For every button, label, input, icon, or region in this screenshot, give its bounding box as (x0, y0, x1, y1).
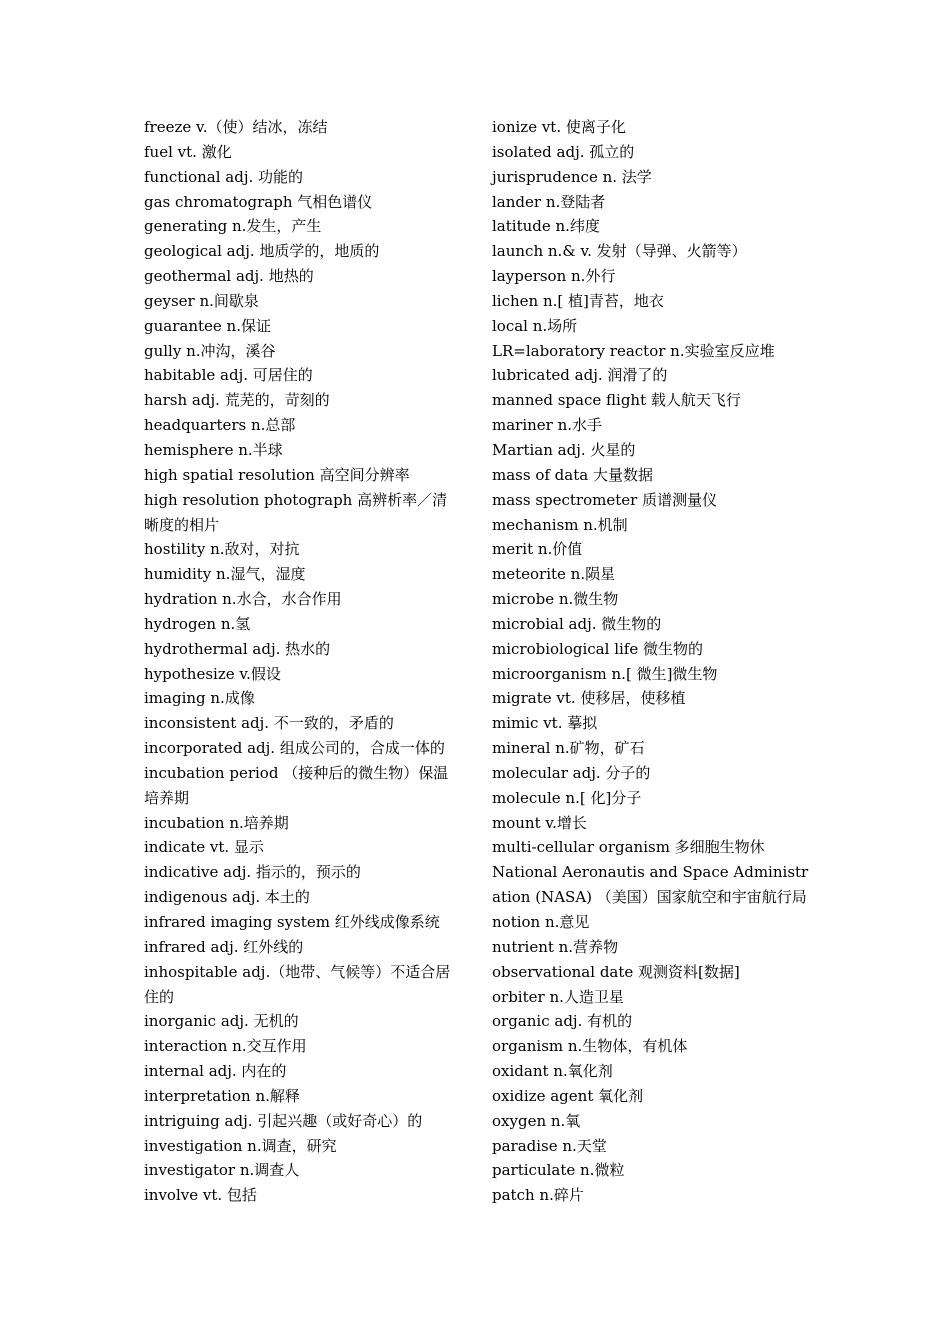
vocabulary-entry: mariner n.水手 (492, 416, 603, 435)
vocabulary-entry: hostility n.敌对，对抗 (144, 540, 300, 559)
vocabulary-entry: habitable adj. 可居住的 (144, 366, 313, 385)
vocabulary-entry: mass of data 大量数据 (492, 465, 653, 484)
vocabulary-entry: hydration n.水合，水合作用 (144, 590, 342, 609)
vocabulary-entry: molecular adj. 分子的 (492, 763, 651, 782)
vocabulary-entry: latitude n.纬度 (492, 217, 600, 236)
vocabulary-entry: lander n.登陆者 (492, 192, 606, 211)
vocabulary-entry: gully n.冲沟，溪谷 (144, 341, 276, 360)
vocabulary-entry: investigator n.调查人 (144, 1161, 300, 1180)
vocabulary-entry: mechanism n.机制 (492, 515, 628, 534)
vocabulary-entry: functional adj. 功能的 (144, 167, 304, 186)
vocabulary-entry: imaging n.成像 (144, 689, 255, 708)
vocabulary-entry: LR=laboratory reactor n.实验室反应堆 (492, 341, 775, 360)
vocabulary-entry: microbe n.微生物 (492, 590, 619, 609)
vocabulary-entry: indicative adj. 指示的，预示的 (144, 863, 361, 882)
vocabulary-entry: freeze v.（使）结冰，冻结 (144, 118, 328, 136)
vocabulary-entry: infrared imaging system 红外线成像系统 (144, 913, 440, 931)
vocabulary-entry: hypothesize v.假设 (144, 664, 281, 683)
vocabulary-entry: isolated adj. 孤立的 (492, 142, 635, 161)
vocabulary-entry: geological adj. 地质学的，地质的 (144, 242, 380, 261)
vocabulary-entry: mass spectrometer 质谱测量仪 (492, 490, 718, 509)
vocabulary-entry: multi-cellular organism 多细胞生物休 (492, 838, 765, 857)
vocabulary-entry: investigation n.调查，研究 (144, 1136, 337, 1155)
vocabulary-entry: meteorite n.陨星 (492, 565, 616, 584)
vocabulary-entry: ionize vt. 使离子化 (492, 118, 626, 136)
vocabulary-entry: humidity n.湿气，湿度 (144, 565, 306, 584)
vocabulary-entry: particulate n.微粒 (492, 1161, 625, 1180)
vocabulary-entry: geyser n.间歇泉 (144, 291, 259, 310)
vocabulary-entry: involve vt. 包括 (144, 1186, 257, 1205)
vocabulary-entry: interaction n.交互作用 (144, 1037, 307, 1056)
vocabulary-entry: microorganism n.[ 微生]微生物 (492, 664, 718, 683)
vocabulary-entry: indicate vt. 显示 (144, 838, 264, 857)
vocabulary-entry: jurisprudence n. 法学 (492, 167, 652, 186)
vocabulary-entry: mineral n.矿物，矿石 (492, 739, 645, 758)
vocabulary-entry: inconsistent adj. 不一致的，矛盾的 (144, 714, 394, 733)
vocabulary-entry: fuel vt. 激化 (144, 142, 232, 161)
vocabulary-entry: infrared adj. 红外线的 (144, 937, 304, 956)
vocabulary-entry: orbiter n.人造卫星 (492, 987, 624, 1006)
vocabulary-entry: microbiological life 微生物的 (492, 639, 703, 658)
vocabulary-entry: harsh adj. 荒芜的，苛刻的 (144, 391, 330, 410)
vocabulary-entry: local n.场所 (492, 316, 578, 335)
vocabulary-entry: internal adj. 内在的 (144, 1062, 287, 1081)
vocabulary-entry: inorganic adj. 无机的 (144, 1012, 299, 1031)
vocabulary-entry: incorporated adj. 组成公司的，合成一体的 (144, 739, 445, 758)
vocabulary-entry: hydrogen n.氢 (144, 614, 251, 633)
vocabulary-entry: Martian adj. 火星的 (492, 440, 636, 459)
vocabulary-entry: indigenous adj. 本土的 (144, 888, 310, 907)
vocabulary-entry: geothermal adj. 地热的 (144, 267, 314, 286)
vocabulary-entry: layperson n.外行 (492, 267, 616, 286)
vocabulary-entry: launch n.& v. 发射（导弹、火箭等） (492, 242, 747, 261)
vocabulary-entry: incubation period （接种后的微生物）保温培养期 (144, 763, 449, 807)
vocabulary-entry: lichen n.[ 植]青苔，地衣 (492, 291, 664, 310)
vocabulary-entry: oxidant n.氧化剂 (492, 1062, 613, 1081)
vocabulary-entry: notion n.意见 (492, 913, 590, 931)
vocabulary-entry: manned space flight 载人航天飞行 (492, 391, 741, 410)
vocabulary-entry: oxygen n.氧 (492, 1111, 581, 1130)
vocabulary-entry: National Aeronautis and Space Administration (NASA) （美国）国家航空和宇宙航行局 (492, 863, 809, 907)
vocabulary-entry: paradise n.天堂 (492, 1136, 607, 1155)
vocabulary-entry: intriguing adj. 引起兴趣（或好奇心）的 (144, 1111, 423, 1130)
vocabulary-entry: incubation n.培养期 (144, 813, 289, 832)
vocabulary-entry: organism n.生物体，有机体 (492, 1037, 688, 1056)
vocabulary-entry: organic adj. 有机的 (492, 1012, 633, 1031)
vocabulary-column-left (144, 115, 462, 1208)
vocabulary-entry: inhospitable adj.（地带、气候等）不适合居住的 (144, 962, 451, 1006)
vocabulary-entry: migrate vt. 使移居，使移植 (492, 689, 686, 708)
vocabulary-column-right (492, 115, 812, 1208)
vocabulary-entry: guarantee n.保证 (144, 316, 271, 335)
vocabulary-entry: hemisphere n.半球 (144, 440, 283, 459)
vocabulary-entry: merit n.价值 (492, 540, 583, 559)
vocabulary-entry: gas chromatograph 气相色谱仪 (144, 192, 373, 211)
vocabulary-entry: observational date 观测资料[数据] (492, 962, 740, 981)
vocabulary-entry: patch n.碎片 (492, 1186, 584, 1205)
vocabulary-entry: high resolution photograph 高辨析率／清晰度的相片 (144, 490, 448, 534)
vocabulary-entry: oxidize agent 氧化剂 (492, 1086, 644, 1105)
vocabulary-entry: nutrient n.营养物 (492, 937, 619, 956)
vocabulary-entry: headquarters n.总部 (144, 416, 296, 435)
vocabulary-entry: high spatial resolution 高空间分辨率 (144, 465, 410, 484)
vocabulary-entry: mount v.增长 (492, 813, 587, 832)
vocabulary-entry: molecule n.[ 化]分子 (492, 788, 642, 807)
vocabulary-entry: hydrothermal adj. 热水的 (144, 639, 331, 658)
vocabulary-entry: interpretation n.解释 (144, 1086, 300, 1105)
vocabulary-entry: generating n.发生，产生 (144, 217, 322, 236)
vocabulary-entry: mimic vt. 摹拟 (492, 714, 598, 733)
vocabulary-entry: microbial adj. 微生物的 (492, 614, 662, 633)
vocabulary-entry: lubricated adj. 润滑了的 (492, 366, 668, 385)
